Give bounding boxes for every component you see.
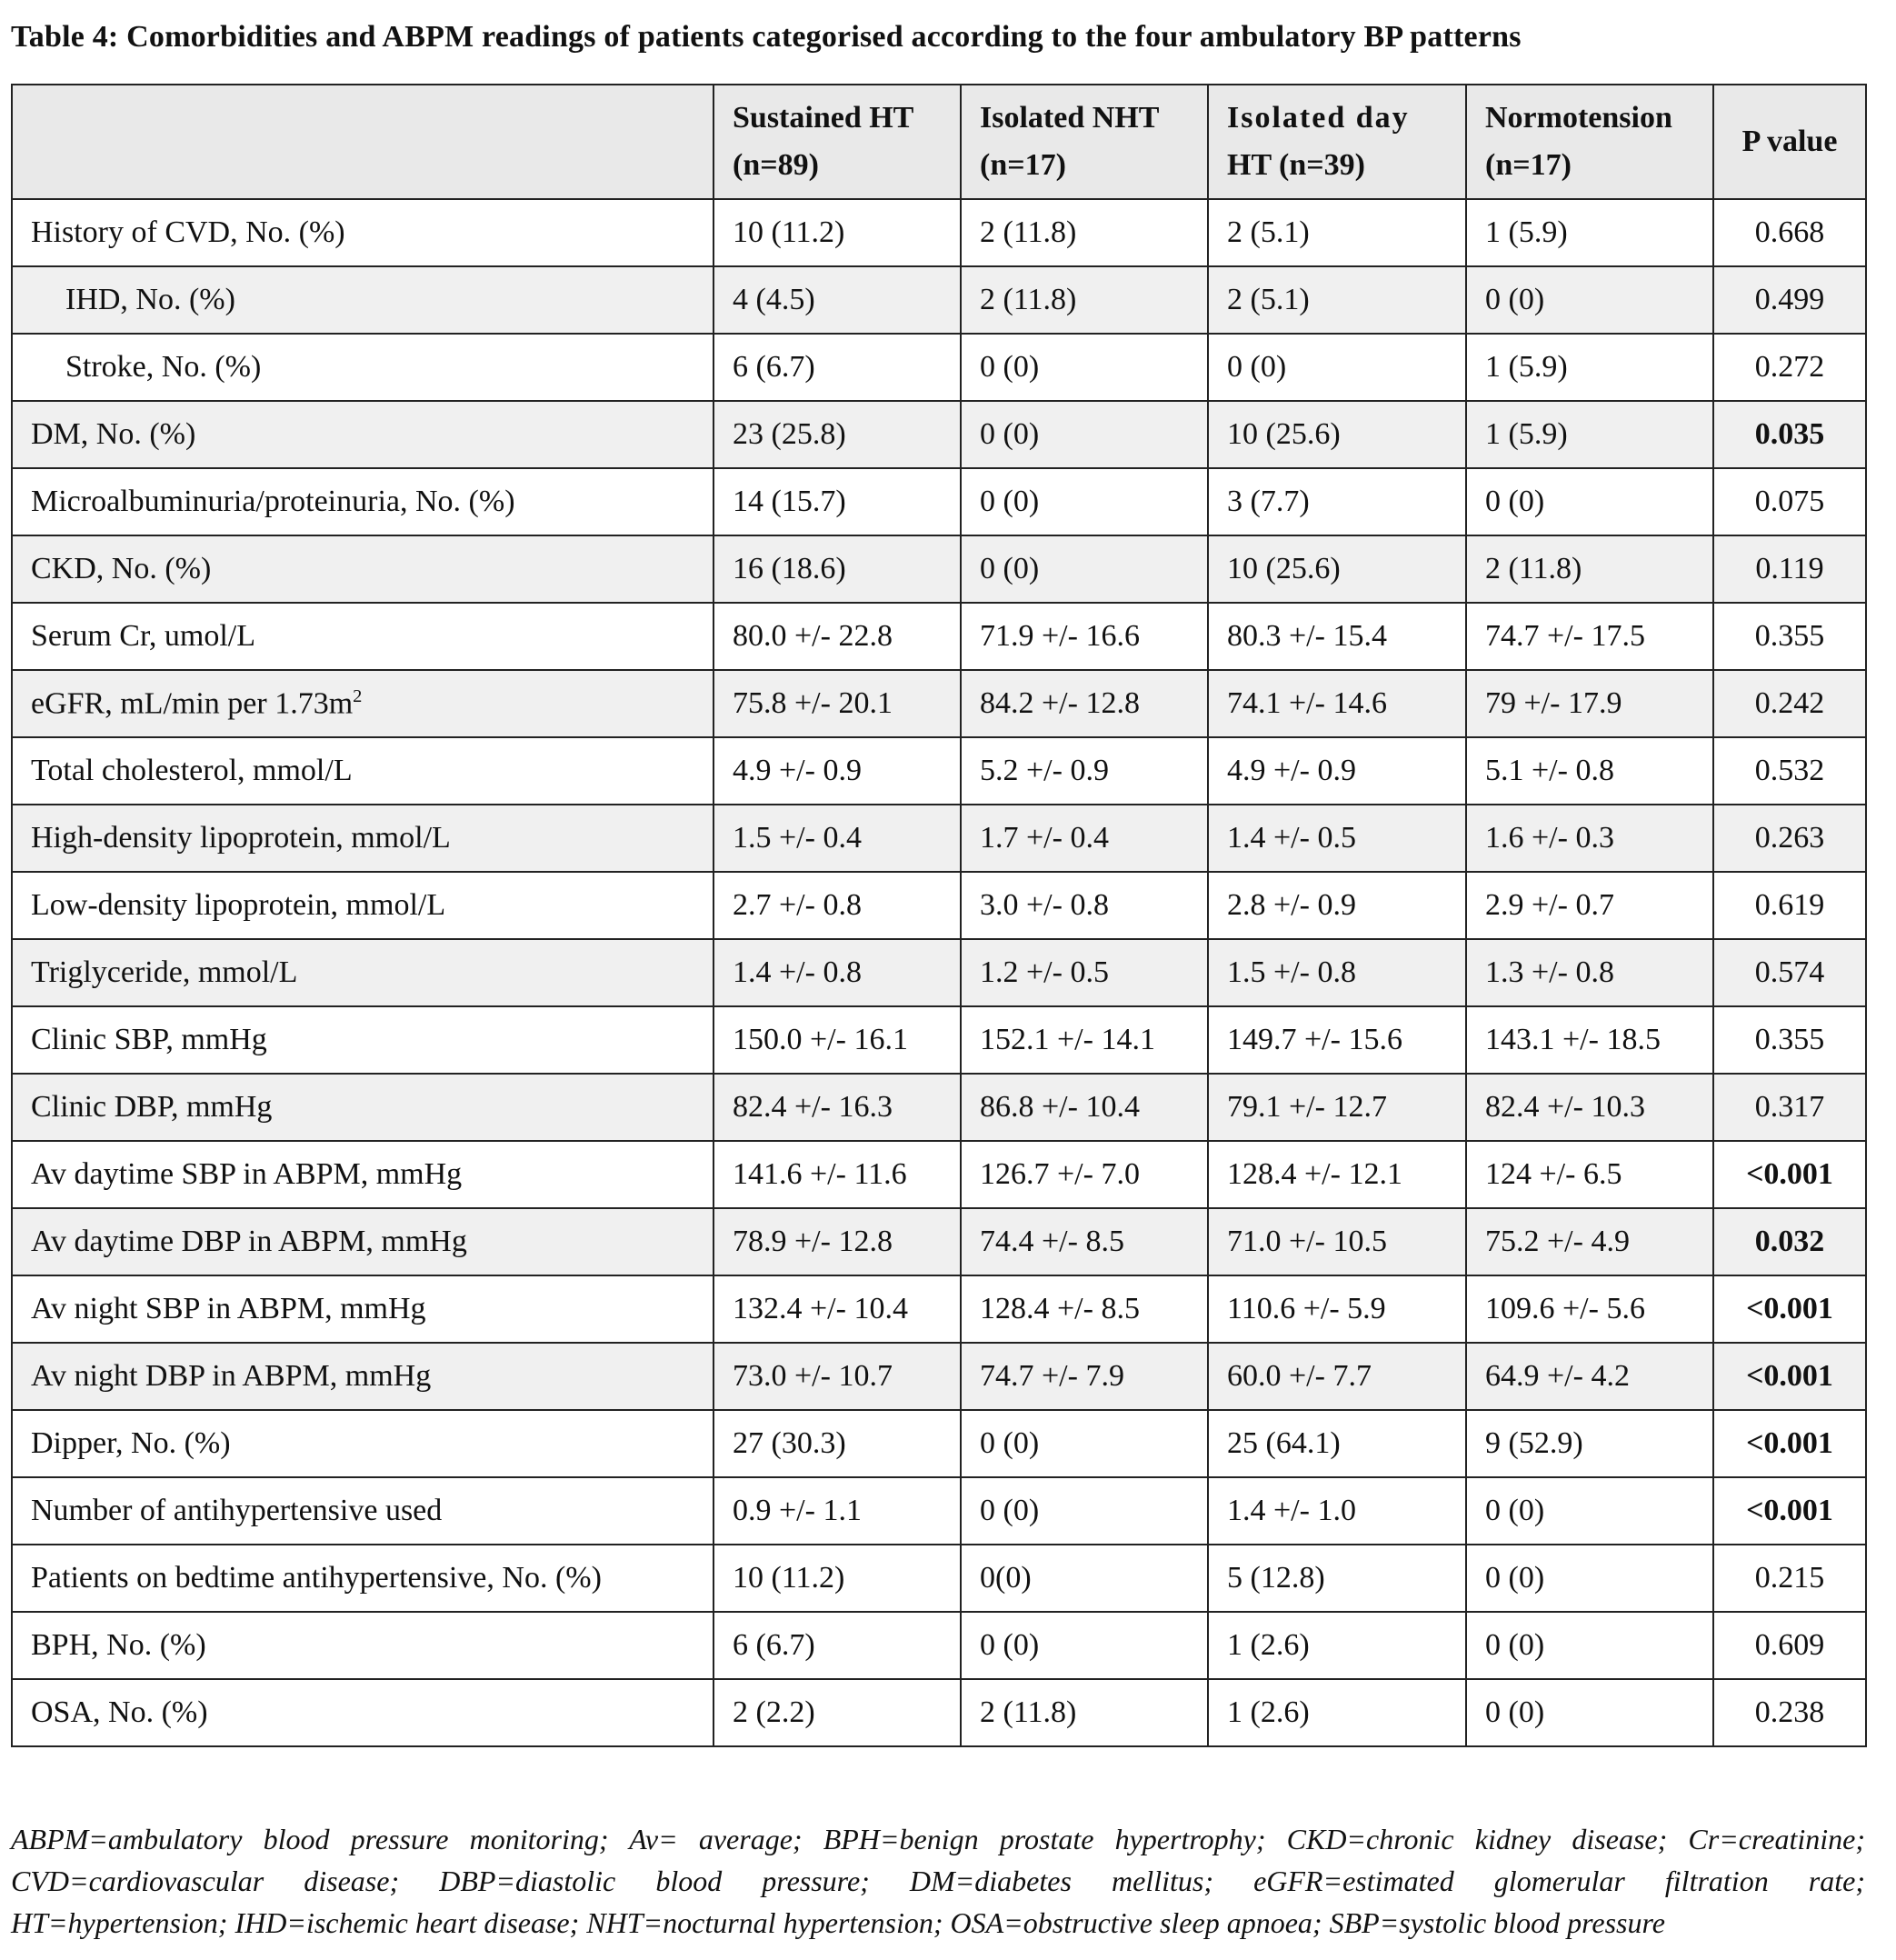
value-cell: 4 (4.5)	[713, 266, 961, 334]
value-cell: 60.0 +/- 7.7	[1208, 1343, 1466, 1410]
row-label-cell	[12, 334, 713, 401]
row-label-cell	[12, 1275, 713, 1343]
value-cell: 0 (0)	[961, 1612, 1208, 1679]
row-label-cell	[12, 1410, 713, 1477]
value-cell: 141.6 +/- 11.6	[713, 1141, 961, 1208]
value-cell: 3.0 +/- 0.8	[961, 872, 1208, 939]
row-label-cell	[12, 805, 713, 872]
p-value-cell: 0.574	[1713, 939, 1866, 1006]
p-value-cell: 0.609	[1713, 1612, 1866, 1679]
p-value-cell: <0.001	[1713, 1343, 1866, 1410]
value-cell: 2.7 +/- 0.8	[713, 872, 961, 939]
row-label-cell	[12, 1074, 713, 1141]
table-row	[12, 1545, 1866, 1612]
table-row	[12, 401, 1866, 468]
row-label: Triglyceride, mmol/L	[31, 955, 298, 989]
value-cell: 16 (18.6)	[713, 535, 961, 603]
value-cell: 0 (0)	[961, 468, 1208, 535]
p-value-cell: 0.355	[1713, 603, 1866, 670]
value-cell: 2.8 +/- 0.9	[1208, 872, 1466, 939]
value-cell: 1.7 +/- 0.4	[961, 805, 1208, 872]
value-cell: 109.6 +/- 5.6	[1466, 1275, 1713, 1343]
table-row	[12, 1208, 1866, 1275]
table-row	[12, 1275, 1866, 1343]
value-cell: 84.2 +/- 12.8	[961, 670, 1208, 737]
row-label-cell	[12, 939, 713, 1006]
table-row	[12, 805, 1866, 872]
table-row	[12, 1612, 1866, 1679]
row-label: Total cholesterol, mmol/L	[31, 754, 353, 787]
value-cell: 1 (5.9)	[1466, 334, 1713, 401]
value-cell: 0 (0)	[1466, 1679, 1713, 1746]
p-value-cell: <0.001	[1713, 1275, 1866, 1343]
footnote-line: CVD=cardiovascular disease; DBP=diastolic blood pressure; DM=diabetes mellitus; eGFR=estimated glomerular filtration rate;	[11, 1865, 1865, 1897]
value-cell: 1.4 +/- 1.0	[1208, 1477, 1466, 1545]
value-cell: 128.4 +/- 12.1	[1208, 1141, 1466, 1208]
value-cell: 10 (25.6)	[1208, 535, 1466, 603]
data-table	[11, 84, 1867, 1747]
value-cell: 4.9 +/- 0.9	[713, 737, 961, 805]
row-label: Low-density lipoprotein, mmol/L	[31, 888, 446, 922]
table-row	[12, 1006, 1866, 1074]
value-cell: 110.6 +/- 5.9	[1208, 1275, 1466, 1343]
value-cell: 64.9 +/- 4.2	[1466, 1343, 1713, 1410]
value-cell: 0 (0)	[1466, 266, 1713, 334]
value-cell: 2 (11.8)	[961, 266, 1208, 334]
p-value-cell: 0.355	[1713, 1006, 1866, 1074]
value-cell: 1 (2.6)	[1208, 1679, 1466, 1746]
value-cell: 10 (11.2)	[713, 1545, 961, 1612]
p-value-cell: 0.619	[1713, 872, 1866, 939]
value-cell: 86.8 +/- 10.4	[961, 1074, 1208, 1141]
value-cell: 5.1 +/- 0.8	[1466, 737, 1713, 805]
table-row	[12, 1477, 1866, 1545]
value-cell: 10 (11.2)	[713, 199, 961, 266]
value-cell: 79.1 +/- 12.7	[1208, 1074, 1466, 1141]
value-cell: 73.0 +/- 10.7	[713, 1343, 961, 1410]
row-label: Stroke, No. (%)	[65, 350, 262, 384]
table-row	[12, 334, 1866, 401]
value-cell: 2 (11.8)	[1466, 535, 1713, 603]
value-cell: 0(0)	[961, 1545, 1208, 1612]
value-cell: 2 (11.8)	[961, 1679, 1208, 1746]
value-cell: 2 (2.2)	[713, 1679, 961, 1746]
value-cell: 80.3 +/- 15.4	[1208, 603, 1466, 670]
value-cell: 78.9 +/- 12.8	[713, 1208, 961, 1275]
p-value-cell: 0.668	[1713, 199, 1866, 266]
row-label: Serum Cr, umol/L	[31, 619, 256, 653]
value-cell: 2 (11.8)	[961, 199, 1208, 266]
row-label: OSA, No. (%)	[31, 1695, 208, 1729]
value-cell: 74.7 +/- 7.9	[961, 1343, 1208, 1410]
value-cell: 143.1 +/- 18.5	[1466, 1006, 1713, 1074]
row-label-cell	[12, 199, 713, 266]
table-row	[12, 670, 1866, 737]
header-cell-sustained-ht: Sustained HT (n=89)	[713, 85, 961, 199]
value-cell: 27 (30.3)	[713, 1410, 961, 1477]
row-label-cell	[12, 737, 713, 805]
row-label: High-density lipoprotein, mmol/L	[31, 821, 451, 855]
value-cell: 23 (25.8)	[713, 401, 961, 468]
table-title: Table 4: Comorbidities and ABPM readings of patients categorised according to the four ambulatory BP patterns	[11, 20, 1522, 54]
value-cell: 9 (52.9)	[1466, 1410, 1713, 1477]
p-value-cell: 0.532	[1713, 737, 1866, 805]
value-cell: 0 (0)	[961, 401, 1208, 468]
value-cell: 71.0 +/- 10.5	[1208, 1208, 1466, 1275]
value-cell: 1.6 +/- 0.3	[1466, 805, 1713, 872]
footnote-line: ABPM=ambulatory blood pressure monitoring; Av= average; BPH=benign prostate hypertrophy; CKD=chronic kidney disease; Cr=creatinine;	[11, 1823, 1865, 1855]
row-label-cell	[12, 1477, 713, 1545]
row-label: Av daytime SBP in ABPM, mmHg	[31, 1157, 463, 1191]
row-label-cell	[12, 1612, 713, 1679]
p-value-cell: 0.499	[1713, 266, 1866, 334]
value-cell: 80.0 +/- 22.8	[713, 603, 961, 670]
value-cell: 0 (0)	[1466, 1545, 1713, 1612]
header-cell-isolated-nht: Isolated NHT (n=17)	[961, 85, 1208, 199]
p-value-cell: 0.317	[1713, 1074, 1866, 1141]
row-label-cell	[12, 1545, 713, 1612]
table-row	[12, 1679, 1866, 1746]
p-value-cell: 0.119	[1713, 535, 1866, 603]
value-cell: 132.4 +/- 10.4	[713, 1275, 961, 1343]
row-label-cell	[12, 1006, 713, 1074]
value-cell: 6 (6.7)	[713, 1612, 961, 1679]
value-cell: 1 (2.6)	[1208, 1612, 1466, 1679]
footnote-line: HT=hypertension; IHD=ischemic heart disease; NHT=nocturnal hypertension; OSA=obstructive sleep apnoea; SBP=systolic blood pressure	[11, 1906, 1665, 1939]
value-cell: 0.9 +/- 1.1	[713, 1477, 961, 1545]
value-cell: 1.2 +/- 0.5	[961, 939, 1208, 1006]
value-cell: 10 (25.6)	[1208, 401, 1466, 468]
value-cell: 149.7 +/- 15.6	[1208, 1006, 1466, 1074]
value-cell: 0 (0)	[961, 334, 1208, 401]
p-value-cell: 0.242	[1713, 670, 1866, 737]
value-cell: 128.4 +/- 8.5	[961, 1275, 1208, 1343]
row-label-cell	[12, 535, 713, 603]
table-row	[12, 939, 1866, 1006]
row-label: Av night DBP in ABPM, mmHg	[31, 1359, 432, 1393]
p-value-cell: 0.215	[1713, 1545, 1866, 1612]
value-cell: 1.3 +/- 0.8	[1466, 939, 1713, 1006]
value-cell: 0 (0)	[1466, 1612, 1713, 1679]
value-cell: 2 (5.1)	[1208, 266, 1466, 334]
value-cell: 4.9 +/- 0.9	[1208, 737, 1466, 805]
table-row	[12, 1074, 1866, 1141]
value-cell: 82.4 +/- 16.3	[713, 1074, 961, 1141]
value-cell: 74.1 +/- 14.6	[1208, 670, 1466, 737]
table-row	[12, 1141, 1866, 1208]
row-label-superscript: 2	[353, 685, 363, 706]
value-cell: 126.7 +/- 7.0	[961, 1141, 1208, 1208]
row-label-cell	[12, 1141, 713, 1208]
row-label: IHD, No. (%)	[65, 283, 235, 316]
value-cell: 0 (0)	[961, 535, 1208, 603]
value-cell: 1.5 +/- 0.8	[1208, 939, 1466, 1006]
table-row	[12, 603, 1866, 670]
value-cell: 75.2 +/- 4.9	[1466, 1208, 1713, 1275]
row-label: Clinic DBP, mmHg	[31, 1090, 273, 1124]
p-value-cell: 0.272	[1713, 334, 1866, 401]
row-label: Microalbuminuria/proteinuria, No. (%)	[31, 485, 515, 518]
row-label-cell	[12, 266, 713, 334]
header-cell-empty	[12, 85, 713, 199]
row-label-cell	[12, 1343, 713, 1410]
table-row	[12, 872, 1866, 939]
value-cell: 74.4 +/- 8.5	[961, 1208, 1208, 1275]
value-cell: 75.8 +/- 20.1	[713, 670, 961, 737]
value-cell: 1.4 +/- 0.8	[713, 939, 961, 1006]
value-cell: 74.7 +/- 17.5	[1466, 603, 1713, 670]
table-row	[12, 199, 1866, 266]
row-label-cell	[12, 670, 713, 737]
table-row	[12, 737, 1866, 805]
row-label: Clinic SBP, mmHg	[31, 1023, 267, 1056]
row-label-cell	[12, 401, 713, 468]
row-label: BPH, No. (%)	[31, 1628, 206, 1662]
row-label: Number of antihypertensive used	[31, 1494, 443, 1527]
row-label: Av night SBP in ABPM, mmHg	[31, 1292, 426, 1325]
p-value-cell: <0.001	[1713, 1410, 1866, 1477]
value-cell: 6 (6.7)	[713, 334, 961, 401]
value-cell: 5 (12.8)	[1208, 1545, 1466, 1612]
value-cell: 1 (5.9)	[1466, 199, 1713, 266]
p-value-cell: <0.001	[1713, 1141, 1866, 1208]
row-label-cell	[12, 603, 713, 670]
value-cell: 5.2 +/- 0.9	[961, 737, 1208, 805]
value-cell: 150.0 +/- 16.1	[713, 1006, 961, 1074]
value-cell: 0 (0)	[961, 1410, 1208, 1477]
value-cell: 1.5 +/- 0.4	[713, 805, 961, 872]
p-value-cell: 0.035	[1713, 401, 1866, 468]
p-value-cell: 0.032	[1713, 1208, 1866, 1275]
row-label: Av daytime DBP in ABPM, mmHg	[31, 1225, 467, 1258]
value-cell: 71.9 +/- 16.6	[961, 603, 1208, 670]
value-cell: 14 (15.7)	[713, 468, 961, 535]
table-footnote	[11, 1818, 1865, 1944]
row-label-cell	[12, 872, 713, 939]
value-cell: 1 (5.9)	[1466, 401, 1713, 468]
value-cell: 0 (0)	[961, 1477, 1208, 1545]
row-label: CKD, No. (%)	[31, 552, 212, 585]
header-row	[12, 85, 1866, 199]
table-row	[12, 266, 1866, 334]
header-cell-normotension: Normotension (n=17)	[1466, 85, 1713, 199]
value-cell: 1.4 +/- 0.5	[1208, 805, 1466, 872]
row-label: Dipper, No. (%)	[31, 1426, 231, 1460]
value-cell: 82.4 +/- 10.3	[1466, 1074, 1713, 1141]
table-row	[12, 468, 1866, 535]
p-value-cell: 0.263	[1713, 805, 1866, 872]
header-cell-isolated-day-ht: Isolated day HT (n=39)	[1208, 85, 1466, 199]
row-label-cell	[12, 1679, 713, 1746]
value-cell: 152.1 +/- 14.1	[961, 1006, 1208, 1074]
p-value-cell: 0.075	[1713, 468, 1866, 535]
row-label-cell	[12, 1208, 713, 1275]
value-cell: 124 +/- 6.5	[1466, 1141, 1713, 1208]
value-cell: 0 (0)	[1208, 334, 1466, 401]
row-label: History of CVD, No. (%)	[31, 215, 345, 249]
p-value-cell: 0.238	[1713, 1679, 1866, 1746]
row-label-cell	[12, 468, 713, 535]
value-cell: 2.9 +/- 0.7	[1466, 872, 1713, 939]
row-label: Patients on bedtime antihypertensive, No. (%)	[31, 1561, 602, 1595]
value-cell: 3 (7.7)	[1208, 468, 1466, 535]
p-value-cell: <0.001	[1713, 1477, 1866, 1545]
value-cell: 0 (0)	[1466, 468, 1713, 535]
header-cell-p-value: P value	[1713, 85, 1866, 199]
row-label: eGFR, mL/min per 1.73m	[31, 686, 354, 721]
table-row	[12, 1343, 1866, 1410]
value-cell: 79 +/- 17.9	[1466, 670, 1713, 737]
value-cell: 2 (5.1)	[1208, 199, 1466, 266]
table-row	[12, 1410, 1866, 1477]
row-label: DM, No. (%)	[31, 417, 196, 451]
value-cell: 25 (64.1)	[1208, 1410, 1466, 1477]
table-row	[12, 535, 1866, 603]
value-cell: 0 (0)	[1466, 1477, 1713, 1545]
